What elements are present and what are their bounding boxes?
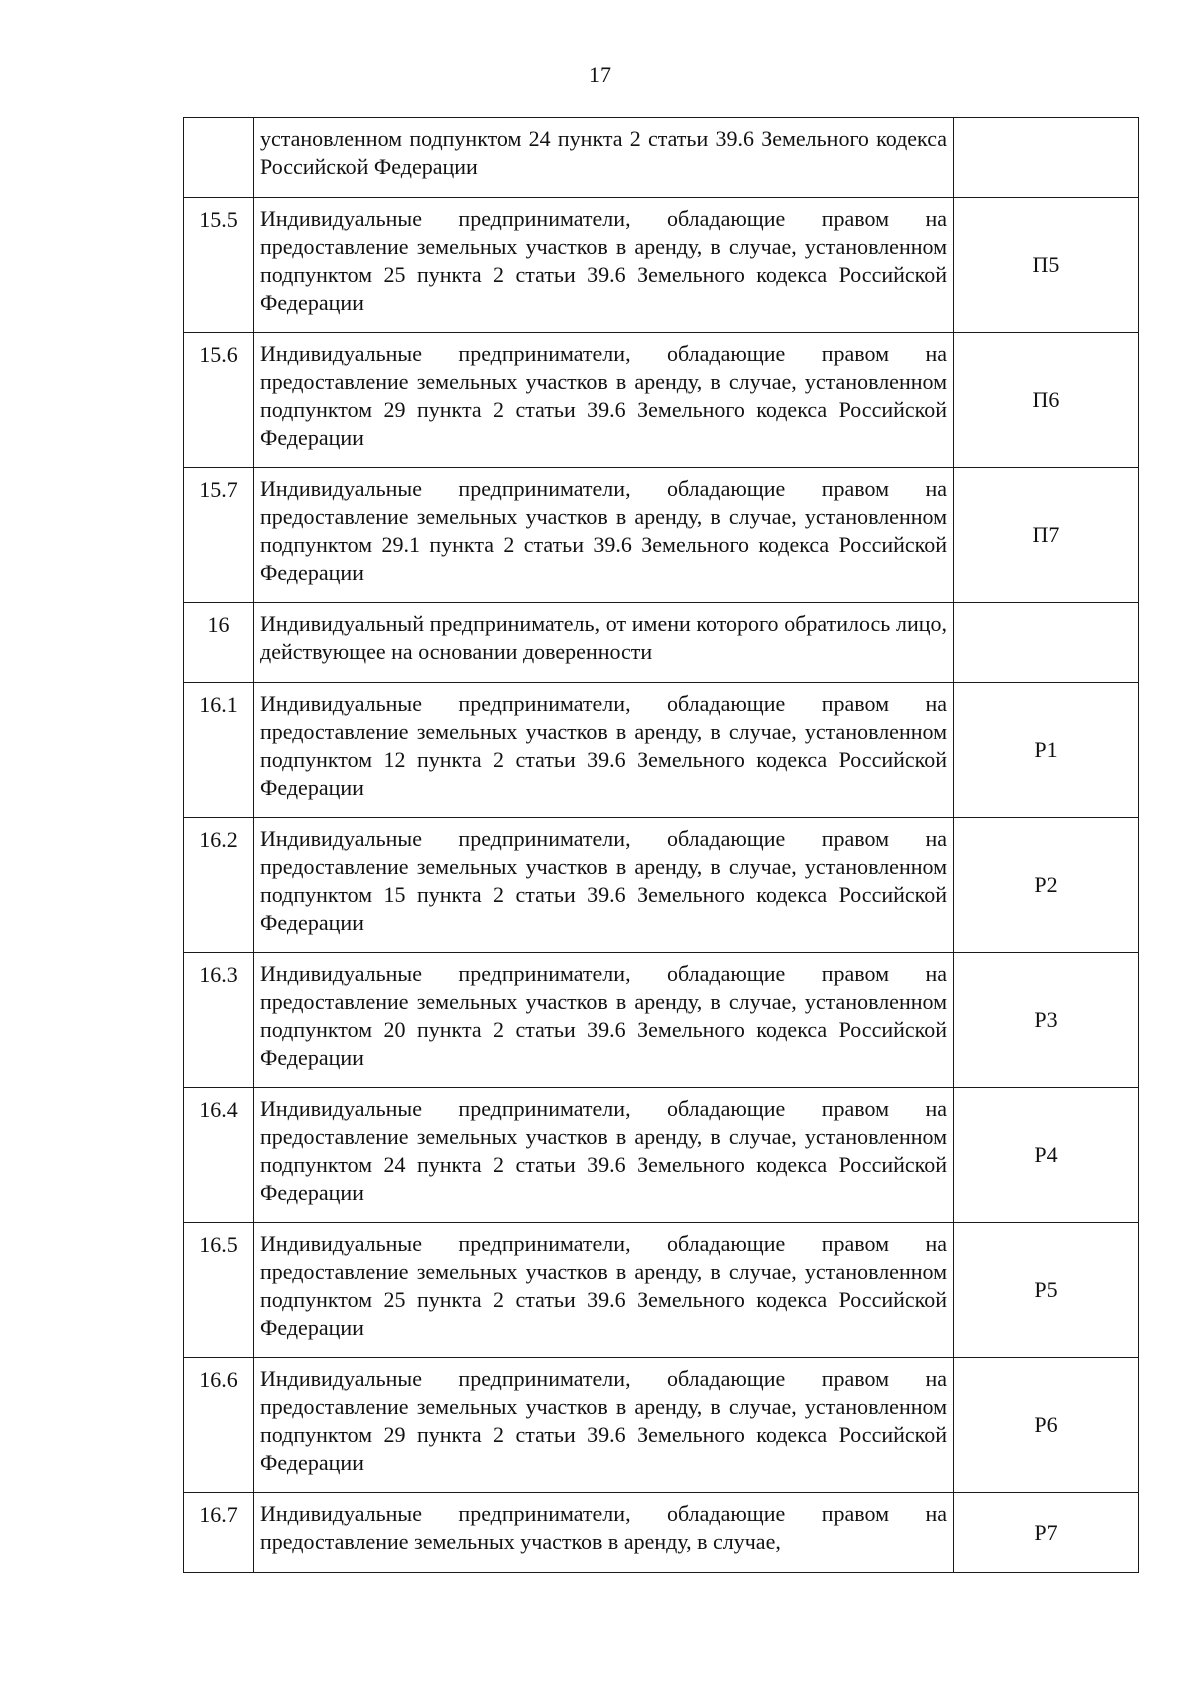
table-row [184,1358,1139,1493]
row-code: П7 [954,468,1139,603]
row-description: Индивидуальные предприниматели, обладающие правом на предоставление земельных участков в аренду, в случае, установленном подпунктом 29.1 пункта 2 статьи 39.6 Земельного кодекса Российской Федерации [254,468,954,603]
row-number: 16.5 [184,1223,254,1358]
row-number: 15.6 [184,333,254,468]
row-number: 16.4 [184,1088,254,1223]
row-number: 16.7 [184,1493,254,1573]
row-description: Индивидуальные предприниматели, обладающие правом на предоставление земельных участков в аренду, в случае, установленном подпунктом 24 пункта 2 статьи 39.6 Земельного кодекса Российской Федерации [254,1088,954,1223]
page-number: 17 [589,62,611,87]
row-description: Индивидуальный предприниматель, от имени которого обратилось лицо, действующее на основании доверенности [254,603,954,683]
row-number: 16.2 [184,818,254,953]
row-code: Р2 [954,818,1139,953]
row-code: Р1 [954,683,1139,818]
row-description: Индивидуальные предприниматели, обладающие правом на предоставление земельных участков в аренду, в случае, установленном подпунктом 29 пункта 2 статьи 39.6 Земельного кодекса Российской Федерации [254,1358,954,1493]
row-description: Индивидуальные предприниматели, обладающие правом на предоставление земельных участков в аренду, в случае, установленном подпунктом 25 пункта 2 статьи 39.6 Земельного кодекса Российской Федерации [254,1223,954,1358]
table-row [184,1088,1139,1223]
table-row [184,1223,1139,1358]
table-row [184,953,1139,1088]
row-description: Индивидуальные предприниматели, обладающие правом на предоставление земельных участков в аренду, в случае, установленном подпунктом 29 пункта 2 статьи 39.6 Земельного кодекса Российской Федерации [254,333,954,468]
row-number: 16.6 [184,1358,254,1493]
applicant-categories-table [183,117,1139,1573]
row-code: Р3 [954,953,1139,1088]
row-number: 15.7 [184,468,254,603]
row-code: Р5 [954,1223,1139,1358]
row-description: установленном подпунктом 24 пункта 2 статьи 39.6 Земельного кодекса Российской Федерации [254,118,954,198]
row-description: Индивидуальные предприниматели, обладающие правом на предоставление земельных участков в аренду, в случае, установленном подпунктом 25 пункта 2 статьи 39.6 Земельного кодекса Российской Федерации [254,198,954,333]
row-number [184,118,254,198]
row-description: Индивидуальные предприниматели, обладающие правом на предоставление земельных участков в аренду, в случае, [254,1493,954,1573]
table-row [184,683,1139,818]
row-number: 16 [184,603,254,683]
row-number: 16.1 [184,683,254,818]
table-row [184,818,1139,953]
row-code: П6 [954,333,1139,468]
row-description: Индивидуальные предприниматели, обладающие правом на предоставление земельных участков в аренду, в случае, установленном подпунктом 20 пункта 2 статьи 39.6 Земельного кодекса Российской Федерации [254,953,954,1088]
table-row [184,333,1139,468]
row-code: Р4 [954,1088,1139,1223]
row-code: Р6 [954,1358,1139,1493]
row-code: П5 [954,198,1139,333]
table-row [184,603,1139,683]
row-description: Индивидуальные предприниматели, обладающие правом на предоставление земельных участков в аренду, в случае, установленном подпунктом 15 пункта 2 статьи 39.6 Земельного кодекса Российской Федерации [254,818,954,953]
table-row [184,1493,1139,1573]
row-code: Р7 [954,1493,1139,1573]
row-code [954,118,1139,198]
table-row [184,118,1139,198]
row-code [954,603,1139,683]
row-number: 15.5 [184,198,254,333]
row-description: Индивидуальные предприниматели, обладающие правом на предоставление земельных участков в аренду, в случае, установленном подпунктом 12 пункта 2 статьи 39.6 Земельного кодекса Российской Федерации [254,683,954,818]
table-row [184,198,1139,333]
row-number: 16.3 [184,953,254,1088]
table-row [184,468,1139,603]
